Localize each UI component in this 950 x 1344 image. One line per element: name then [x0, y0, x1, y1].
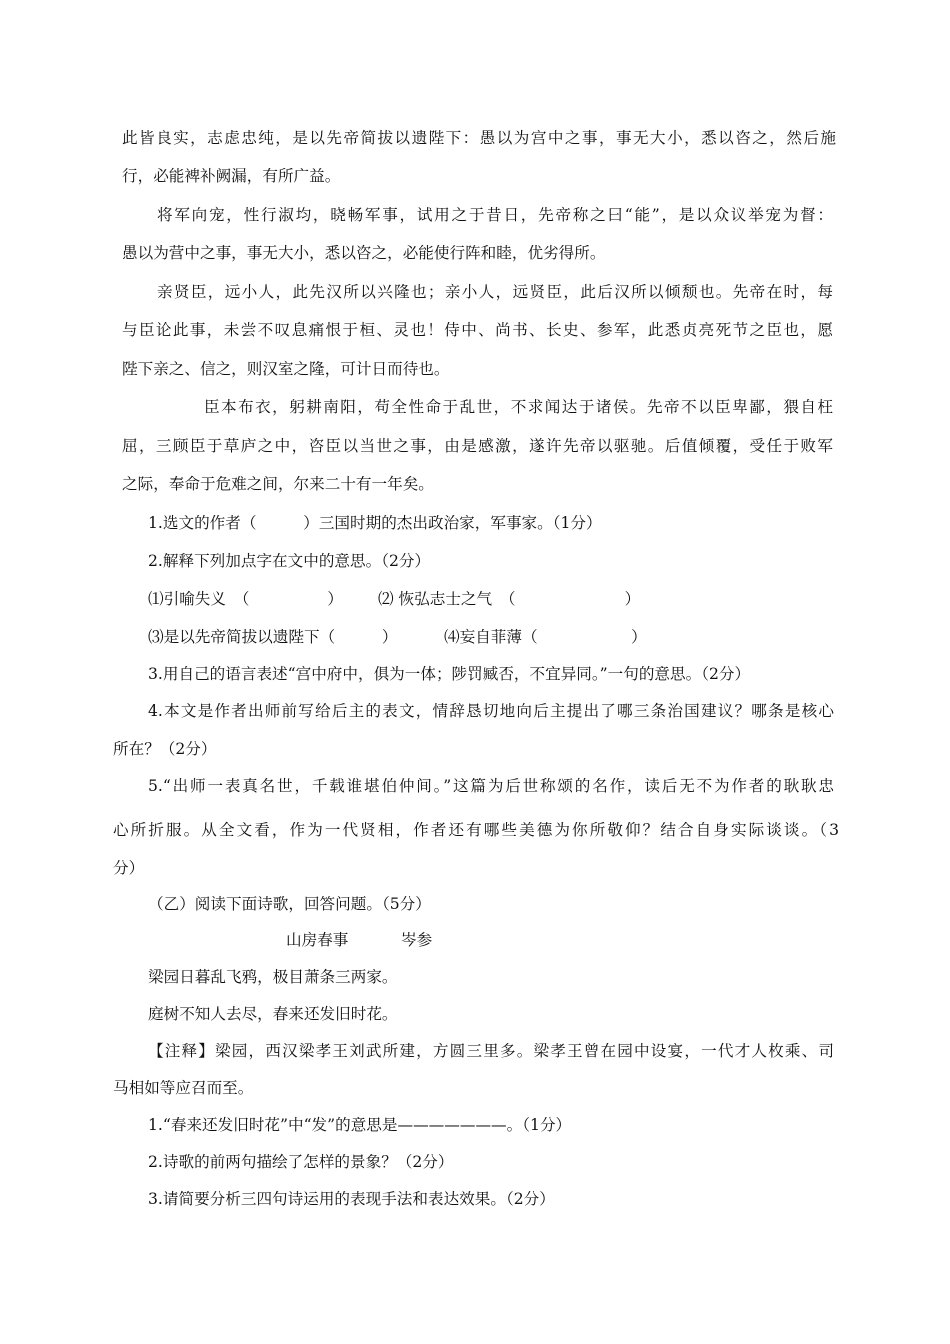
question-b-2: 2.诗歌的前两句描绘了怎样的景象？（2分） — [148, 1153, 454, 1171]
question-a-2-item-3: ⑶是以先帝简拔以遗陛下（ ） — [148, 628, 398, 646]
passage-p1-line1: 此皆良实，志虑忠纯，是以先帝简拔以遗陛下：愚以为宫中之事，事无大小，悉以咨之，然后施 — [122, 129, 836, 147]
question-a-2-item-4: ⑷妄自菲薄（ ） — [444, 628, 647, 646]
question-a-4-line2: 所在？（2分） — [113, 740, 217, 758]
question-a-4-line1: 4.本文是作者出师前写给后主的表文，情辞恳切地向后主提出了哪三条治国建议？哪条是核心 — [148, 702, 834, 720]
question-a-2-item-1: ⑴引喻失义 （ ） — [148, 590, 343, 608]
question-b-1: 1.“春来还发旧时花”中“发”的意思是———————。（1分） — [148, 1116, 572, 1134]
poem-note-line1: 【注释】梁园，西汉梁孝王刘武所建，方圆三里多。梁孝王曾在园中设宴，一代才人枚乘、司 — [148, 1042, 834, 1060]
question-a-5-line1: 5.“出师一表真名世，千载谁堪伯仲间。”这篇为后世称颂的名作，读后无不为作者的耿耿忠 — [148, 777, 834, 795]
passage-p4-line1: 臣本布衣，躬耕南阳，苟全性命于乱世，不求闻达于诸侯。先帝不以臣卑鄙，猥自枉 — [204, 398, 833, 416]
question-a-5-line2: 心所折服。从全文看，作为一代贤相，作者还有哪些美德为你所敬仰？结合自身实际谈谈。（3 — [113, 821, 839, 839]
question-b-3: 3.请简要分析三四句诗运用的表现手法和表达效果。（2分） — [148, 1190, 555, 1208]
section-b-heading: （乙）阅读下面诗歌，回答问题。（5分） — [148, 895, 431, 913]
poem-author: 岑参 — [401, 931, 433, 949]
passage-p2-line1: 将军向宠，性行淑均，晓畅军事，试用之于昔日，先帝称之曰“能”，是以众议举宠为督： — [157, 206, 833, 224]
passage-p3-line2: 与臣论此事，未尝不叹息痛恨于桓、灵也！侍中、尚书、长史、参军，此悉贞亮死节之臣也，愿 — [122, 321, 833, 339]
poem-verse-1: 梁园日暮乱飞鸦，极目萧条三两家。 — [148, 968, 398, 986]
passage-p2-line2: 愚以为营中之事，事无大小，悉以咨之，必能使行阵和睦，优劣得所。 — [122, 244, 606, 262]
passage-p4-line3: 之际，奉命于危难之间，尔来二十有一年矣。 — [122, 475, 434, 493]
question-a-5-line3: 分） — [113, 859, 145, 877]
question-a-3: 3.用自己的语言表述“宫中府中，俱为一体；陟罚臧否，不宜异同。”一句的意思。（2分） — [148, 665, 751, 683]
passage-p3-line1: 亲贤臣，远小人，此先汉所以兴隆也；亲小人，远贤臣，此后汉所以倾颓也。先帝在时，每 — [157, 283, 833, 301]
poem-title: 山房春事 — [286, 931, 349, 949]
poem-verse-2: 庭树不知人去尽，春来还发旧时花。 — [148, 1005, 398, 1023]
passage-p1-line2: 行，必能裨补阙漏，有所广益。 — [122, 167, 341, 185]
question-a-1: 1.选文的作者（ ）三国时期的杰出政治家，军事家。（1分） — [148, 514, 602, 532]
passage-p3-line3: 陛下亲之、信之，则汉室之隆，可计日而待也。 — [122, 360, 450, 378]
question-a-2-item-2: ⑵ 恢弘志士之气 （ ） — [378, 590, 641, 608]
poem-note-line2: 马相如等应召而至。 — [113, 1079, 254, 1097]
question-a-2: 2.解释下列加点字在文中的意思。（2分） — [148, 552, 431, 570]
passage-p4-line2: 屈，三顾臣于草庐之中，咨臣以当世之事，由是感激，遂许先帝以驱驰。后值倾覆，受任于败军 — [122, 437, 833, 455]
